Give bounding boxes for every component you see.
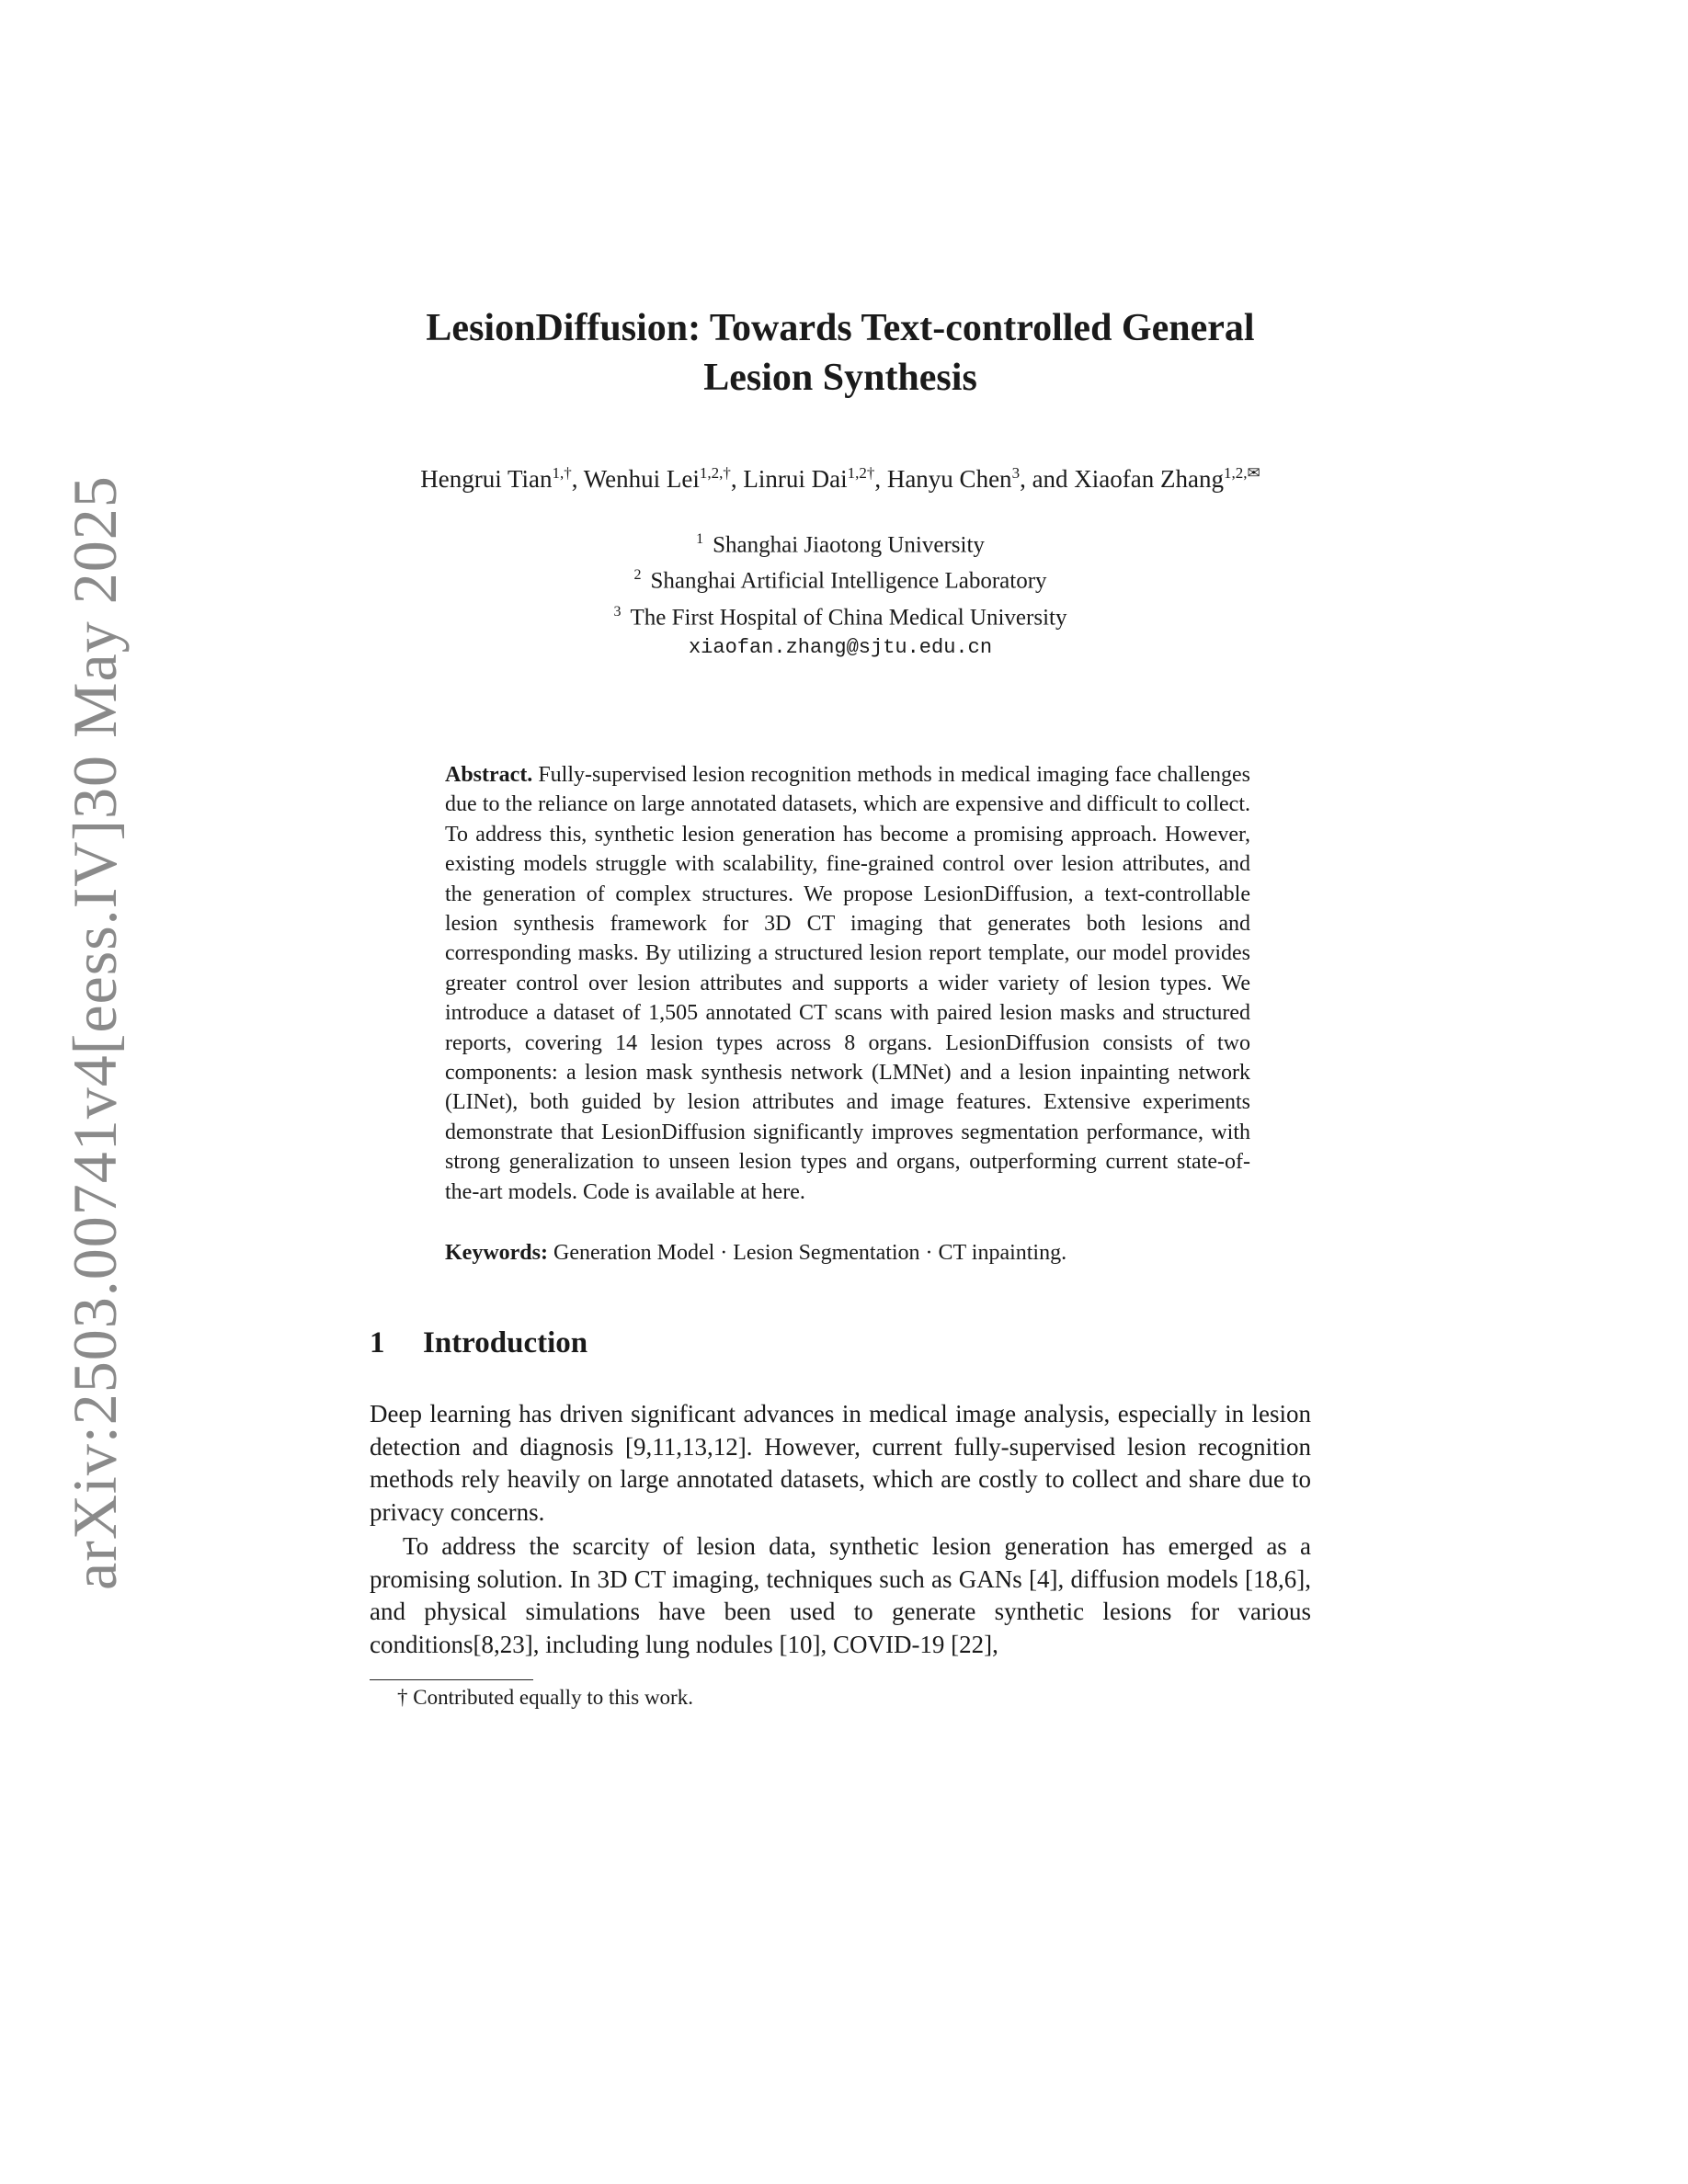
title-line-1: LesionDiffusion: Towards Text-controlled General — [426, 307, 1255, 349]
abstract — [445, 760, 1250, 1207]
author-name: Hengrui Tian — [420, 465, 553, 493]
section-heading — [370, 1323, 1311, 1363]
arxiv-category: [eess.IV] — [60, 818, 130, 1055]
author-affil-marker: 1,2,† — [699, 464, 731, 482]
affiliation-name: The First Hospital of China Medical University — [630, 604, 1067, 630]
author-affil-marker: 1,2,✉ — [1223, 464, 1260, 482]
author-affil-marker: 1,† — [552, 464, 572, 482]
affiliation-list — [370, 524, 1311, 663]
affiliation-number: 3 — [613, 603, 622, 620]
section-title: Introduction — [423, 1326, 588, 1360]
affiliation-name: Shanghai Jiaotong University — [713, 532, 985, 558]
footnote: † Contributed equally to this work. — [397, 1686, 693, 1710]
keywords-text: Generation Model · Lesion Segmentation · CT inpainting. — [553, 1241, 1067, 1266]
affiliation-item — [370, 597, 1311, 632]
author-name: Linrui Dai — [743, 465, 848, 493]
footnote-rule — [370, 1679, 533, 1680]
arxiv-date: 30 May 2025 — [60, 475, 130, 819]
author-name: Xiaofan Zhang — [1074, 465, 1224, 493]
author-list — [370, 458, 1311, 495]
contact-email[interactable]: xiaofan.zhang@sjtu.edu.cn — [688, 635, 993, 659]
author-separator: , and — [1020, 465, 1075, 493]
author-name: Hanyu Chen — [886, 465, 1012, 493]
abstract-label: Abstract. — [445, 762, 533, 787]
keywords-label: Keywords: — [445, 1241, 548, 1266]
affiliation-number: 2 — [633, 567, 642, 584]
body-paragraph: Deep learning has driven significant advances in medical image analysis, especially in lesion detection and diagnosis [9,11,13,12]. However, current fully-supervised lesion recognition methods rely heavily on large annotated datasets, which are costly to collect and share due to privacy concerns. — [370, 1400, 1311, 1526]
paper-title — [370, 303, 1311, 403]
arxiv-stamp — [53, 475, 136, 1590]
abstract-text: Fully-supervised lesion recognition methods in medical imaging face challenges due to the reliance on large annotated datasets, which are expensive and difficult to collect. To address this, synthetic lesion generation has become a promising approach. However, existing models struggle with scalability, fine-grained control over lesion attributes, and the generation of complex structures. We propose LesionDiffusion, a text-controllable lesion synthesis framework for 3D CT imaging that generates both lesions and corresponding masks. By utilizing a structured lesion report template, our model provides greater control over lesion attributes and supports a wider variety of lesion types. We introduce a dataset of 1,505 annotated CT scans with paired lesion masks and structured reports, covering 14 lesion types across 8 organs. LesionDiffusion consists of two components: a lesion mask synthesis network (LMNet) and a lesion inpainting network (LINet), both guided by lesion attributes and image features. Extensive experiments demonstrate that LesionDiffusion significantly improves segmentation performance, with strong generalization to unseen lesion types and organs, outperforming current state-of-the-art models. Code is available at here. — [445, 762, 1250, 1204]
affiliation-item — [370, 524, 1311, 560]
affiliation-name: Shanghai Artificial Intelligence Laboratory — [650, 568, 1047, 594]
paper-page — [370, 303, 1311, 1712]
author-affil-marker: 3 — [1011, 464, 1021, 482]
keywords — [445, 1238, 1250, 1268]
affiliation-number: 1 — [696, 531, 704, 547]
body-paragraph: To address the scarcity of lesion data, synthetic lesion generation has emerged as a promising solution. In 3D CT imaging, techniques such as GANs [4], diffusion models [18,6], and physical simulations have been used to generate synthetic lesions for various conditions[8,23], including lung nodules [10], COVID-19 [22], — [370, 1532, 1311, 1658]
author-separator: , — [571, 465, 584, 493]
author-affil-marker: 1,2† — [847, 464, 875, 482]
author-separator: , — [874, 465, 887, 493]
title-line-2: Lesion Synthesis — [703, 357, 977, 399]
section-number: 1 — [370, 1326, 385, 1360]
arxiv-id[interactable]: arXiv:2503.00741v4 — [60, 1054, 130, 1590]
author-name: Wenhui Lei — [583, 465, 700, 493]
author-separator: , — [730, 465, 744, 493]
affiliation-item — [370, 560, 1311, 596]
